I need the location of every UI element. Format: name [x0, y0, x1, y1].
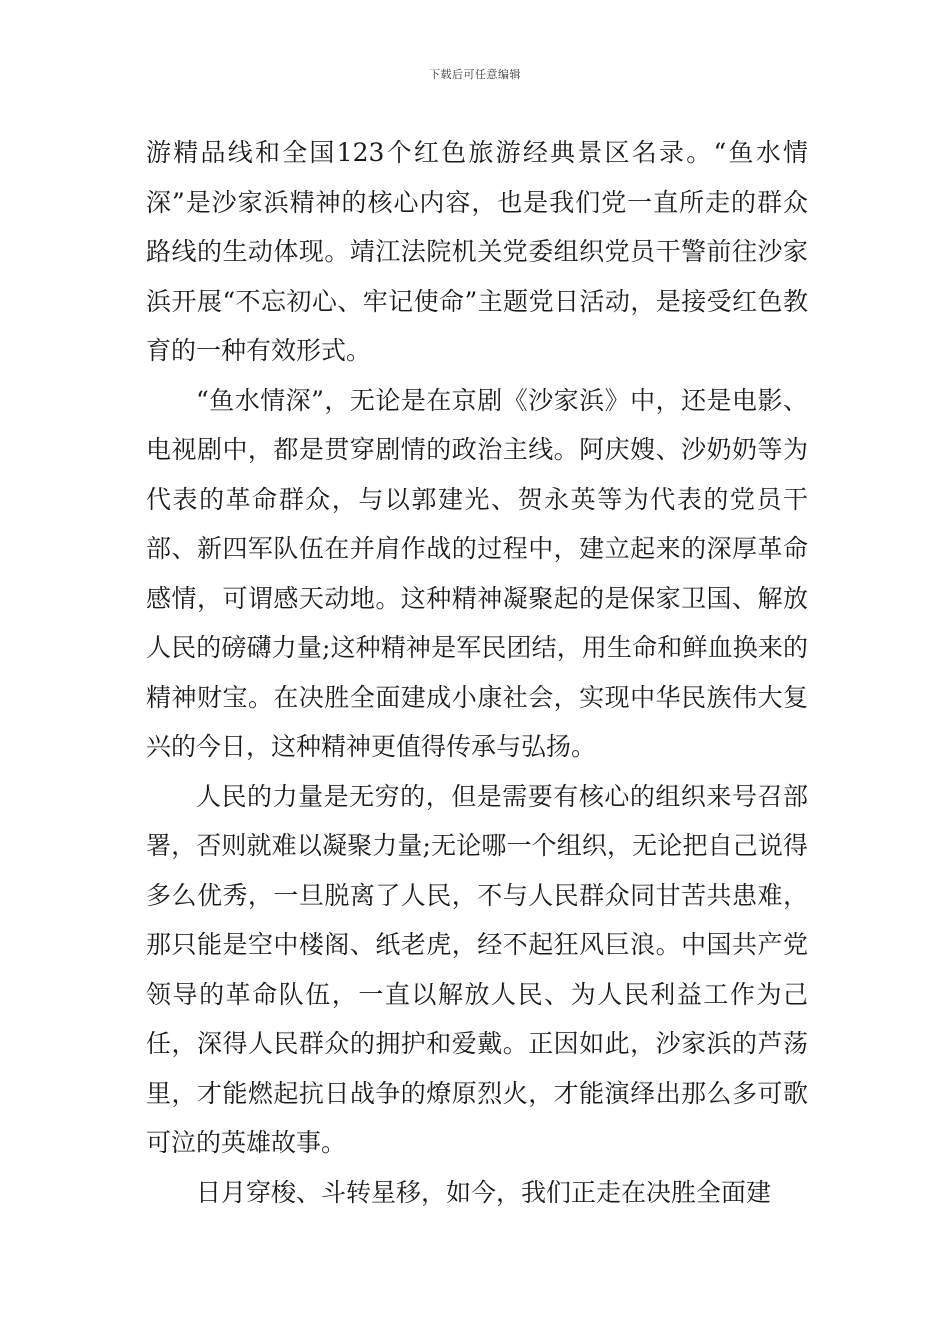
paragraph-2: “鱼水情深”，无论是在京剧《沙家浜》中，还是电影、电视剧中，都是贯穿剧情的政治主线。阿庆嫂、沙奶奶等为代表的革命群众，与以郭建光、贺永英等为代表的党员干部、新四军队伍在并肩作战的过程中，建立起来的深厚革命感情，可谓感天动地。这种精神凝聚起的是保家卫国、解放人民的磅礴力量;这种精神是军民团结，用生命和鲜血换来的精神财宝。在决胜全面建成小康社会，实现中华民族伟大复兴的今日，这种精神更值得传承与弘扬。	[146, 385, 808, 761]
paragraph-3: 人民的力量是无穷的，但是需要有核心的组织来号召部署，否则就难以凝聚力量;无论哪一个组织，无论把自己说得多么优秀，一旦脱离了人民，不与人民群众同甘苦共患难，那只能是空中楼阁、纸老虎，经不起狂风巨浪。中国共产党领导的革命队伍，一直以解放人民、为人民利益工作为己任，深得人民群众的拥护和爱戴。正因如此，沙家浜的芦荡里，才能燃起抗日战争的燎原烈火，才能演绎出那么多可歌可泣的英雄故事。	[146, 781, 808, 1157]
header-note: 下载后可任意编辑	[429, 68, 521, 81]
paragraph-1: 游精品线和全国123个红色旅游经典景区名录。“鱼水情深”是沙家浜精神的核心内容，也是我们党一直所走的群众路线的生动体现。靖江法院机关党委组织党员干警前往沙家浜开展“不忘初心、牢记使命”主题党日活动，是接受红色教育的一种有效形式。	[146, 138, 809, 365]
document-body	[146, 128, 808, 1217]
paragraph-4: 日月穿梭、斗转星移，如今，我们正走在决胜全面建	[196, 1177, 772, 1207]
